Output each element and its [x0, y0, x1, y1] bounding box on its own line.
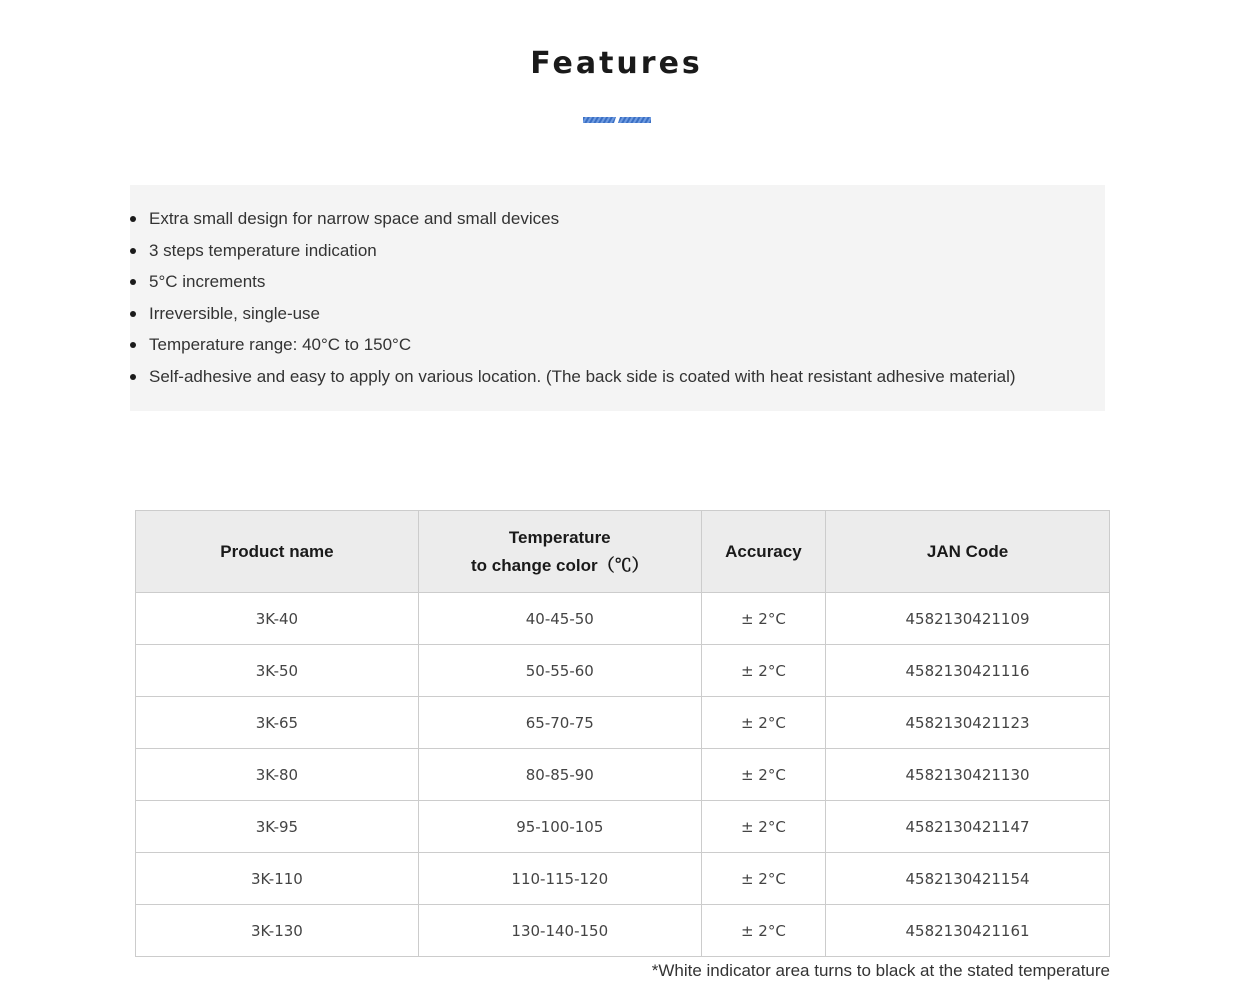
feature-item [130, 298, 1105, 330]
cell-temperature: 95-100-105 [418, 801, 701, 853]
cell-accuracy: ± 2°C [701, 905, 825, 957]
cell-product-name: 3K-80 [136, 749, 419, 801]
cell-jan-code: 4582130421147 [826, 801, 1110, 853]
table-row [136, 645, 1110, 697]
table-header-row [136, 511, 1110, 593]
feature-text: Temperature range: 40°C to 150°C [149, 335, 412, 355]
cell-product-name: 3K-65 [136, 697, 419, 749]
cell-accuracy: ± 2°C [701, 801, 825, 853]
cell-product-name: 3K-50 [136, 645, 419, 697]
feature-item [130, 329, 1105, 361]
cell-temperature: 50-55-60 [418, 645, 701, 697]
feature-item [130, 266, 1105, 298]
cell-jan-code: 4582130421154 [826, 853, 1110, 905]
cell-jan-code: 4582130421109 [826, 593, 1110, 645]
header-product-name: Product name [136, 511, 419, 593]
table-row [136, 593, 1110, 645]
feature-item [130, 361, 1105, 393]
bullet-icon [130, 311, 136, 317]
feature-text: 3 steps temperature indication [149, 240, 377, 260]
feature-text: Self-adhesive and easy to apply on various location. (The back side is coated with heat resistant adhesive material) [149, 366, 1016, 386]
cell-jan-code: 4582130421130 [826, 749, 1110, 801]
cell-product-name: 3K-95 [136, 801, 419, 853]
table-row [136, 801, 1110, 853]
product-table [135, 510, 1110, 957]
page-title: Features [530, 46, 703, 81]
cell-accuracy: ± 2°C [701, 645, 825, 697]
cell-jan-code: 4582130421161 [826, 905, 1110, 957]
bullet-icon [130, 248, 136, 254]
feature-text: Irreversible, single-use [149, 303, 321, 323]
table-row [136, 749, 1110, 801]
header-temperature [418, 511, 701, 593]
cell-product-name: 3K-110 [136, 853, 419, 905]
table-row [136, 697, 1110, 749]
feature-item [130, 235, 1105, 267]
cell-jan-code: 4582130421116 [826, 645, 1110, 697]
cell-accuracy: ± 2°C [701, 697, 825, 749]
table-row [136, 853, 1110, 905]
cell-temperature: 110-115-120 [418, 853, 701, 905]
header-accuracy: Accuracy [701, 511, 825, 593]
cell-accuracy: ± 2°C [701, 853, 825, 905]
cell-temperature: 130-140-150 [418, 905, 701, 957]
header-jan-code: JAN Code [826, 511, 1110, 593]
cell-accuracy: ± 2°C [701, 749, 825, 801]
header-temperature-line1: Temperature [508, 527, 611, 547]
features-box [130, 185, 1105, 411]
feature-text: 5°C increments [149, 272, 266, 292]
features-list [130, 203, 1105, 393]
cell-temperature: 40-45-50 [418, 593, 701, 645]
cell-product-name: 3K-130 [136, 905, 419, 957]
bullet-icon [130, 374, 136, 380]
header-temperature-line2: to change color（℃） [471, 555, 649, 575]
cell-temperature: 65-70-75 [418, 697, 701, 749]
cell-product-name: 3K-40 [136, 593, 419, 645]
table-row [136, 905, 1110, 957]
cell-jan-code: 4582130421123 [826, 697, 1110, 749]
table-footnote: *White indicator area turns to black at the stated temperature [651, 961, 1110, 980]
bullet-icon [130, 216, 136, 222]
title-underline-decoration [583, 117, 651, 123]
bullet-icon [130, 342, 136, 348]
feature-item [130, 203, 1105, 235]
cell-accuracy: ± 2°C [701, 593, 825, 645]
feature-text: Extra small design for narrow space and small devices [149, 209, 560, 228]
bullet-icon [130, 279, 136, 285]
cell-temperature: 80-85-90 [418, 749, 701, 801]
